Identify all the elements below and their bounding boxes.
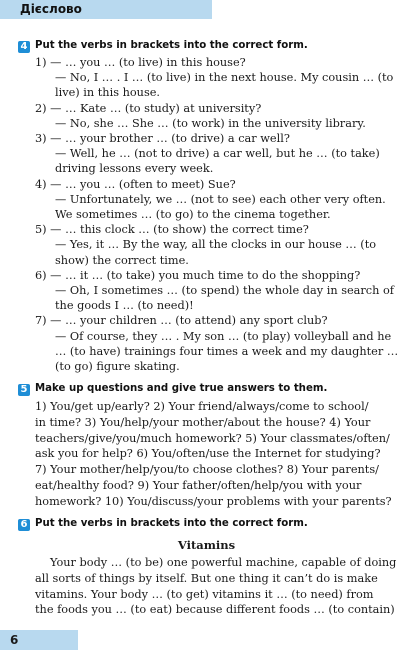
- exercise-6-number: 6: [18, 519, 30, 531]
- text-line: 3) — … your brother … (to drive) a car well?: [35, 132, 290, 145]
- section-header: [0, 0, 212, 19]
- text-line: in time? 3) You/help/your mother/about the house? 4) Your: [35, 415, 371, 429]
- text-line: the goods I … (to need)!: [55, 299, 194, 313]
- page-number-tab: [0, 630, 78, 650]
- text-line: show) the correct time.: [55, 253, 189, 267]
- text-line: 6) — … it … (to take) you much time to do the shopping?: [35, 268, 361, 282]
- text-line: … (to have) trainings four times a week and my daughter …: [55, 344, 399, 358]
- text-line: — Well, he … (not to drive) a car well, but he … (to take): [55, 147, 380, 161]
- exercise-5-number: 5: [18, 384, 30, 396]
- text-line: eat/healthy food? 9) Your father/often/help/you with your: [35, 479, 362, 492]
- text-line: 5) — … this clock … (to show) the correct time?: [35, 223, 309, 237]
- text-line: the foods you … (to eat) because different foods … (to contain): [35, 603, 395, 617]
- text-line: homework? 10) You/discuss/your problems with your parents?: [35, 494, 392, 508]
- text-line: 7) Your mother/help/you/to choose clothes? 8) Your parents/: [35, 463, 379, 477]
- exercise-6-text: Put the verbs in brackets into the correct form.: [35, 518, 308, 529]
- text-line: — No, she … She … (to work) in the university library.: [55, 116, 366, 130]
- text-line: (to go) figure skating.: [55, 360, 180, 373]
- text-line: 2) — … Kate … (to study) at university?: [35, 101, 262, 115]
- text-line: driving lessons every week.: [55, 162, 214, 176]
- exercise-4-text: Put the verbs in brackets into the correct form.: [35, 40, 308, 51]
- text-line: Your body … (to be) one powerful machine, capable of doing: [50, 556, 397, 569]
- text-line: live) in this house.: [55, 86, 161, 100]
- text-line: vitamins. Your body … (to get) vitamins it … (to need) from: [35, 587, 374, 601]
- text-line: We sometimes … (to go) to the cinema together.: [55, 208, 331, 221]
- text-line: — Of course, they … . My son … (to play) volleyball and he: [55, 329, 392, 343]
- text-title: Vitamins: [177, 538, 236, 552]
- text-line: — Yes, it … By the way, all the clocks in our house … (to: [55, 238, 377, 252]
- text-line: 1) — … you … (to live) in this house?: [35, 56, 246, 69]
- exercise-6-instruction: [18, 518, 308, 531]
- page-number: 6: [10, 633, 19, 647]
- text-line: 4) — … you … (often to meet) Sue?: [35, 177, 236, 191]
- exercise-5-text: Make up questions and give true answers to them.: [35, 383, 328, 394]
- section-title: Дієслово: [20, 2, 82, 16]
- text-line: — Oh, I sometimes … (to spend) the whole day in search of: [55, 284, 394, 297]
- text-line: ask you for help? 6) You/often/use the Internet for studying?: [35, 447, 381, 461]
- text-line: 7) — … your children … (to attend) any sport club?: [35, 314, 328, 328]
- exercise-5-instruction: [18, 383, 327, 396]
- text-line: teachers/give/you/much homework? 5) Your classmates/often/: [35, 431, 390, 445]
- text-line: — Unfortunately, we … (not to see) each other very often.: [55, 192, 386, 206]
- text-line: — No, I … . I … (to live) in the next house. My cousin … (to: [55, 71, 394, 85]
- text-line: all sorts of things by itself. But one thing it can’t do is make: [35, 571, 378, 585]
- text-line: 1) You/get up/early? 2) Your friend/always/come to school/: [35, 400, 369, 413]
- exercise-4-number: 4: [18, 41, 30, 53]
- exercise-4-instruction: [18, 40, 308, 53]
